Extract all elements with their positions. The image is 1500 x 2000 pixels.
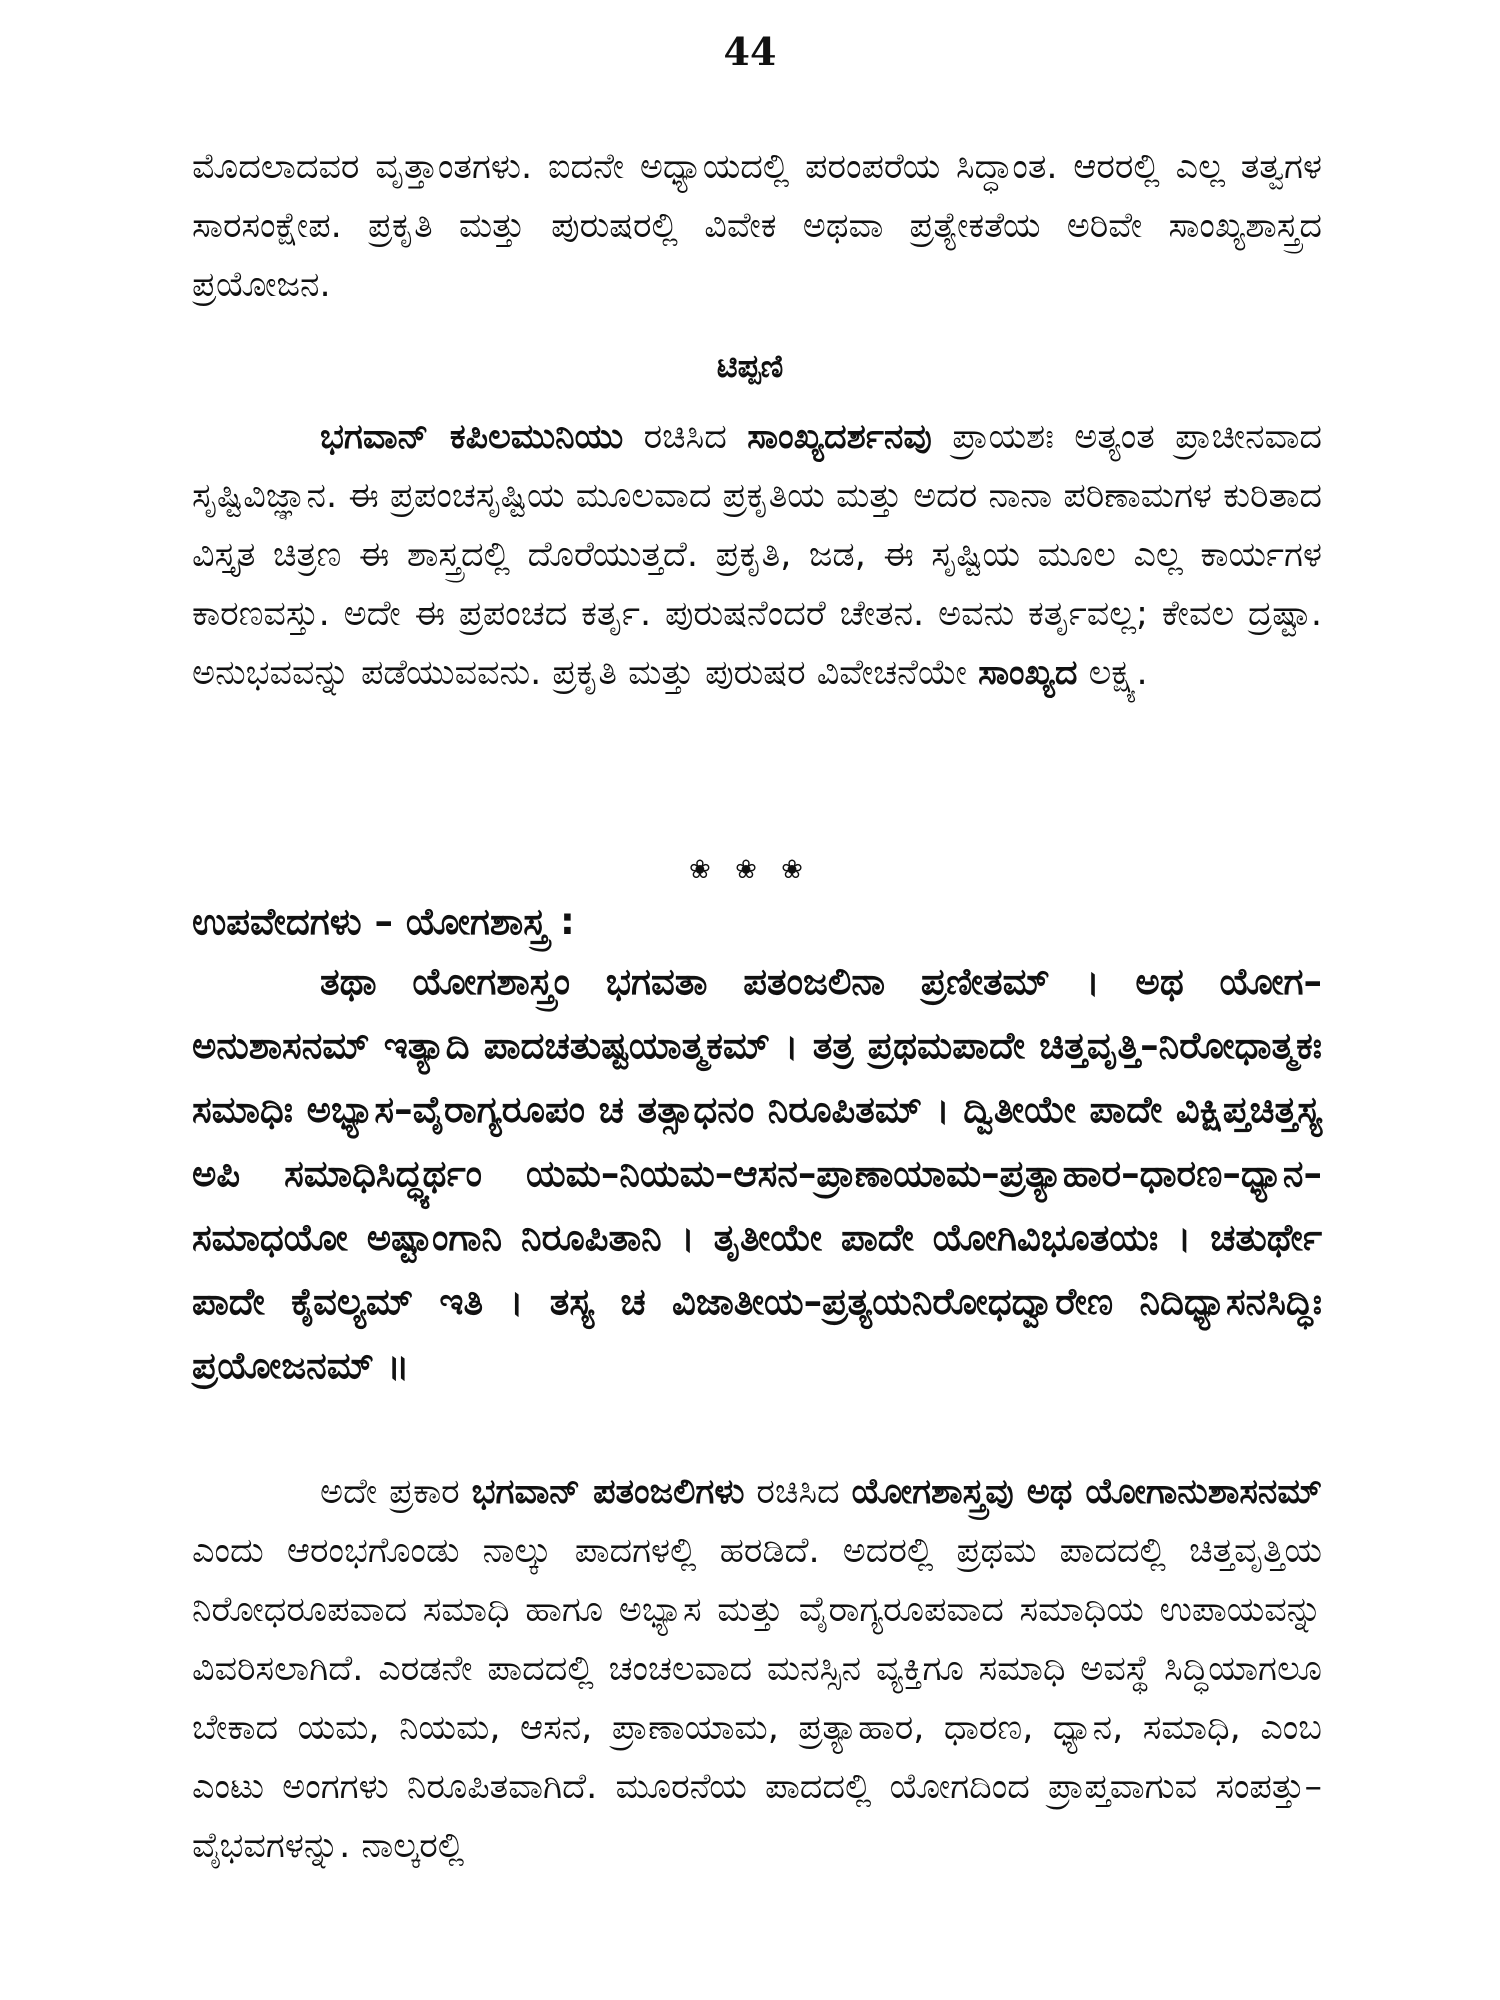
section-divider-ornament: ❀ ❀ ❀ [689,855,811,885]
tippani-end: ಲಕ್ಷ್ಯ. [1077,653,1148,693]
section-heading: ಉಪವೇದಗಳು – ಯೋಗಶಾಸ್ತ್ರ : [192,900,575,943]
page-number: 44 [723,29,777,74]
yoga-b2: ಯೋಗಶಾಸ್ತ್ರವು ಅಥ ಯೋಗಾನುಶಾಸನಮ್ [851,1472,1322,1512]
yoga-p2: ರಚಿಸಿದ [744,1472,852,1512]
yoga-paragraph [192,1463,1322,1876]
yoga-p3: ಎಂದು ಆರಂಭಗೊಂಡು ನಾಲ್ಕು ಪಾದಗಳಲ್ಲಿ ಹರಡಿದೆ. ಅದರಲ್ಲಿ ಪ್ರಥಮ ಪಾದದಲ್ಲಿ ಚಿತ್ತವೃತ್ತಿಯ ನಿರೋಧರೂಪವಾದ ಸಮಾಧಿ ಹಾಗೂ ಅಭ್ಯಾಸ ಮತ್ತು ವೈರಾಗ್ಯರೂಪವಾದ ಸಮಾಧಿಯ ಉಪಾಯವನ್ನು ವಿವರಿಸಲಾಗಿದೆ. ಎರಡನೇ ಪಾದದಲ್ಲಿ ಚಂಚಲವಾದ ಮನಸ್ಸಿನ ವ್ಯಕ್ತಿಗೂ ಸಮಾಧಿ ಅವಸ್ಥೆ ಸಿದ್ಧಿಯಾಗಲೂ ಬೇಕಾದ ಯಮ, ನಿಯಮ, ಆಸನ, ಪ್ರಾಣಾಯಾಮ, ಪ್ರತ್ಯಾಹಾರ, ಧಾರಣ, ಧ್ಯಾನ, ಸಮಾಧಿ, ಎಂಬ ಎಂಟು ಅಂಗಗಳು ನಿರೂಪಿತವಾಗಿದೆ. ಮೂರನೆಯ ಪಾದದಲ್ಲಿ ಯೋಗದಿಂದ ಪ್ರಾಪ್ತವಾಗುವ ಸಂಪತ್ತು–ವೈಭವಗಳನ್ನು. ನಾಲ್ಕರಲ್ಲಿ [192,1531,1322,1866]
tippani-lead: ಭಗವಾನ್ ಕಪಿಲಮುನಿಯು [320,417,624,457]
tippani-term: ಸಾಂಖ್ಯದರ್ಶನವು [747,417,932,457]
yoga-b1: ಭಗವಾನ್ ಪತಂಜಲಿಗಳು [471,1472,745,1512]
tippani-rest: ಪ್ರಾಯಶಃ ಅತ್ಯಂತ ಪ್ರಾಚೀನವಾದ ಸೃಷ್ಟಿವಿಜ್ಞಾನ. ಈ ಪ್ರಪಂಚಸೃಷ್ಟಿಯ ಮೂಲವಾದ ಪ್ರಕೃತಿಯ ಮತ್ತು ಅದರ ನಾನಾ ಪರಿಣಾಮಗಳ ಕುರಿತಾದ ವಿಸ್ತೃತ ಚಿತ್ರಣ ಈ ಶಾಸ್ತ್ರದಲ್ಲಿ ದೊರೆಯುತ್ತದೆ. ಪ್ರಕೃತಿ, ಜಡ, ಈ ಸೃಷ್ಟಿಯ ಮೂಲ ಎಲ್ಲ ಕಾರ್ಯಗಳ ಕಾರಣವಸ್ತು. ಅದೇ ಈ ಪ್ರಪಂಚದ ಕರ್ತೃ. ಪುರುಷನೆಂದರೆ ಚೇತನ. ಅವನು ಕರ್ತೃವಲ್ಲ; ಕೇವಲ ದ್ರಷ್ಟಾ. ಅನುಭವವನ್ನು ಪಡೆಯುವವನು. ಪ್ರಕೃತಿ ಮತ್ತು ಪುರುಷರ ವಿವೇಚನೆಯೇ [192,417,1322,693]
yoga-p1: ಅದೇ ಪ್ರಕಾರ [320,1472,472,1512]
tippani-heading: ಟಿಪ್ಪಣಿ [716,347,784,385]
intro-paragraph: ಮೊದಲಾದವರ ವೃತ್ತಾಂತಗಳು. ಐದನೇ ಅಧ್ಯಾಯದಲ್ಲಿ ಪರಂಪರೆಯ ಸಿದ್ಧಾಂತ. ಆರರಲ್ಲಿ ಎಲ್ಲ ತತ್ವಗಳ ಸಾರಸಂಕ್ಷೇಪ. ಪ್ರಕೃತಿ ಮತ್ತು ಪುರುಷರಲ್ಲಿ ವಿವೇಕ ಅಥವಾ ಪ್ರತ್ಯೇಕತೆಯ ಅರಿವೇ ಸಾಂಖ್ಯಶಾಸ್ತ್ರದ ಪ್ರಯೋಜನ. [192,147,1322,305]
tippani-paragraph [192,408,1322,703]
tippani-mid: ರಚಿಸಿದ [623,417,748,457]
sanskrit-passage: ತಥಾ ಯೋಗಶಾಸ್ತ್ರಂ ಭಗವತಾ ಪತಂಜಲಿನಾ ಪ್ರಣೀತಮ್ । ಅಥ ಯೋಗ–ಅನುಶಾಸನಮ್ ಇತ್ಯಾದಿ ಪಾದಚತುಷ್ಟಯಾತ್ಮಕಮ್ । ತತ್ರ ಪ್ರಥಮಪಾದೇ ಚಿತ್ತವೃತ್ತಿ–ನಿರೋಧಾತ್ಮಕಃ ಸಮಾಧಿಃ ಅಭ್ಯಾಸ–ವೈರಾಗ್ಯರೂಪಂ ಚ ತತ್ಸಾಧನಂ ನಿರೂಪಿತಮ್ । ದ್ವಿತೀಯೇ ಪಾದೇ ವಿಕ್ಷಿಪ್ತಚಿತ್ತಸ್ಯ ಅಪಿ ಸಮಾಧಿಸಿದ್ಧ್ಯರ್ಥಂ ಯಮ–ನಿಯಮ–ಆಸನ–ಪ್ರಾಣಾಯಾಮ–ಪ್ರತ್ಯಾಹಾರ–ಧಾರಣ–ಧ್ಯಾನ–ಸಮಾಧಯೋ ಅಷ್ಟಾಂಗಾನಿ ನಿರೂಪಿತಾನಿ । ತೃತೀಯೇ ಪಾದೇ ಯೋಗಿವಿಭೂತಯಃ । ಚತುರ್ಥೇ ಪಾದೇ ಕೈವಲ್ಯಮ್ ಇತಿ । ತಸ್ಯ ಚ ವಿಜಾತೀಯ–ಪ್ರತ್ಯಯನಿರೋಧದ್ವಾರೇಣ ನಿದಿಧ್ಯಾಸನಸಿದ್ಧಿಃ ಪ್ರಯೋಜನಮ್ ॥ [192,960,1322,1387]
tippani-term2: ಸಾಂಖ್ಯದ [978,653,1078,693]
